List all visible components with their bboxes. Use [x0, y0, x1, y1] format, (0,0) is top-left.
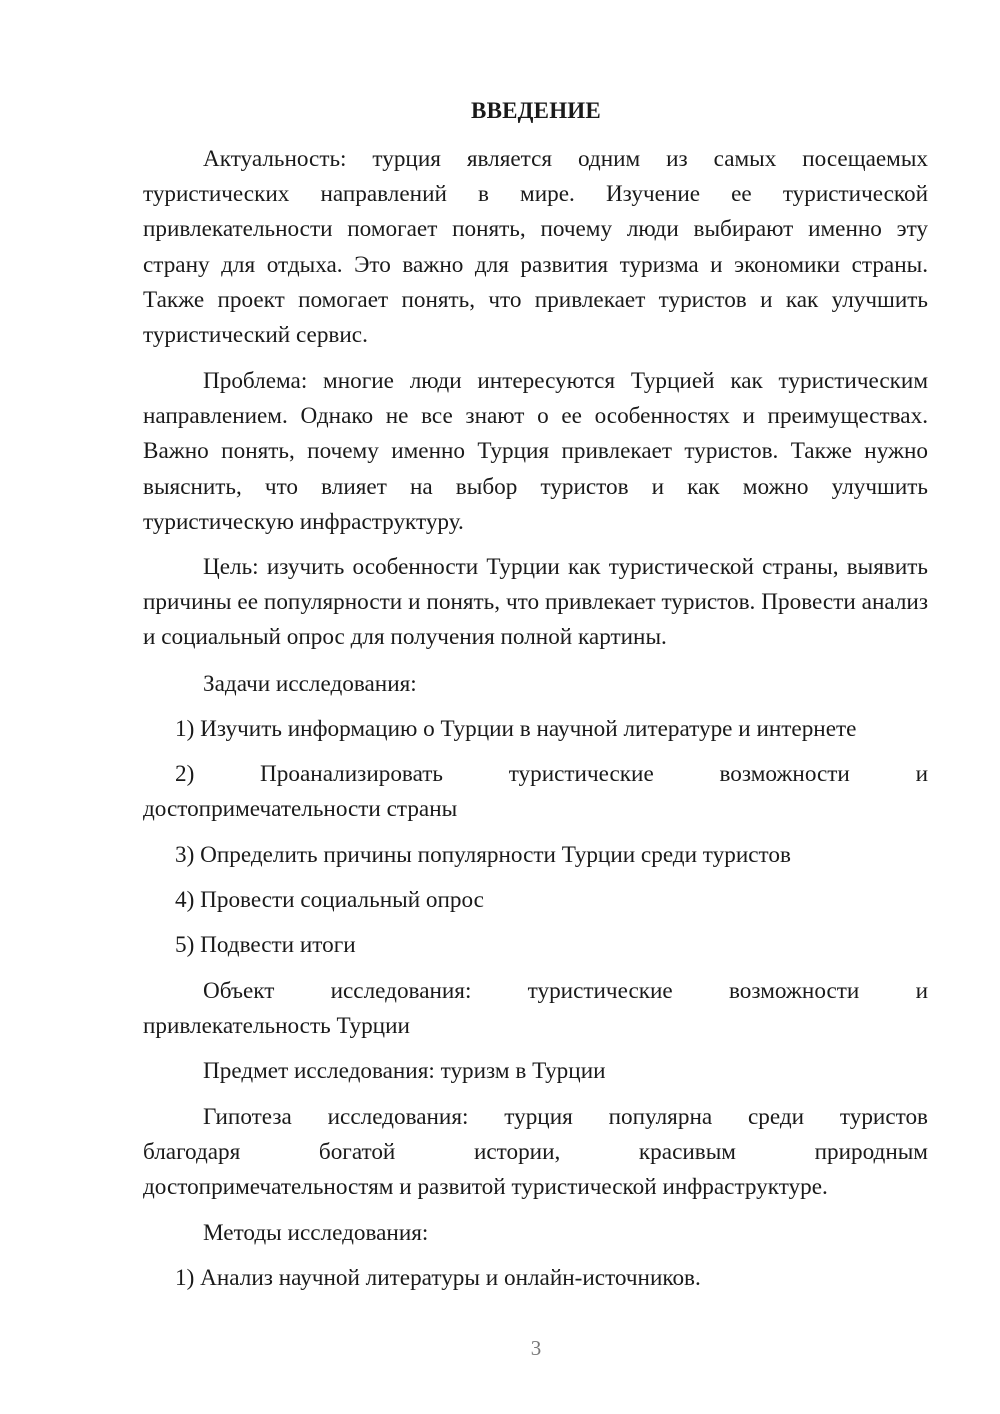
task-item-4: 4) Провести социальный опрос: [175, 887, 484, 913]
page-number: 3: [530, 1336, 542, 1360]
object-line-2: привлекательность Турции: [143, 1013, 410, 1039]
method-item-1: 1) Анализ научной литературы и онлайн-источников.: [175, 1265, 701, 1291]
subject-line: Предмет исследования: туризм в Турции: [203, 1058, 606, 1084]
task-item-2-line-1: 2) Проанализировать туристические возможности и: [175, 761, 928, 787]
relevance-paragraph: Актуальность: турция является одним из самых посещаемых туристических направлений в мире. Изучение ее туристической привлекательности помогает понять, почему люди выбирают именно эту страну для отдыха. Это важно для развития туризма и экономики страны. Также проект помогает понять, что привлекает туристов и как улучшить туристический сервис.: [143, 146, 928, 349]
task-item-3: 3) Определить причины популярности Турции среди туристов: [175, 842, 791, 868]
task-item-2-line-2: достопримечательности страны: [143, 796, 458, 822]
tasks-heading: Задачи исследования:: [203, 671, 417, 697]
task-item-1: 1) Изучить информацию о Турции в научной литературе и интернете: [175, 716, 857, 742]
hypothesis-line-2: благодаря богатой истории, красивым природным: [143, 1139, 928, 1165]
goal-paragraph: Цель: изучить особенности Турции как туристической страны, выявить причины ее популярности и понять, что привлекает туристов. Провести анализ и социальный опрос для получения полной картины.: [143, 554, 928, 651]
methods-heading: Методы исследования:: [203, 1220, 429, 1246]
hypothesis-line-3: достопримечательностям и развитой туристической инфраструктуре.: [143, 1174, 828, 1200]
object-line-1: Объект исследования: туристические возможности и: [203, 978, 928, 1004]
hypothesis-line-1: Гипотеза исследования: турция популярна среди туристов: [203, 1104, 928, 1130]
problem-paragraph: Проблема: многие люди интересуются Турцией как туристическим направлением. Однако не все знают о ее особенностях и преимуществах. Важно понять, почему именно Турция привлекает туристов. Также нужно выяснить, что влияет на выбор туристов и как можно улучшить туристическую инфраструктуру.: [143, 368, 928, 535]
task-item-5: 5) Подвести итоги: [175, 932, 356, 958]
page-title: ВВЕДЕНИЕ: [471, 98, 601, 123]
